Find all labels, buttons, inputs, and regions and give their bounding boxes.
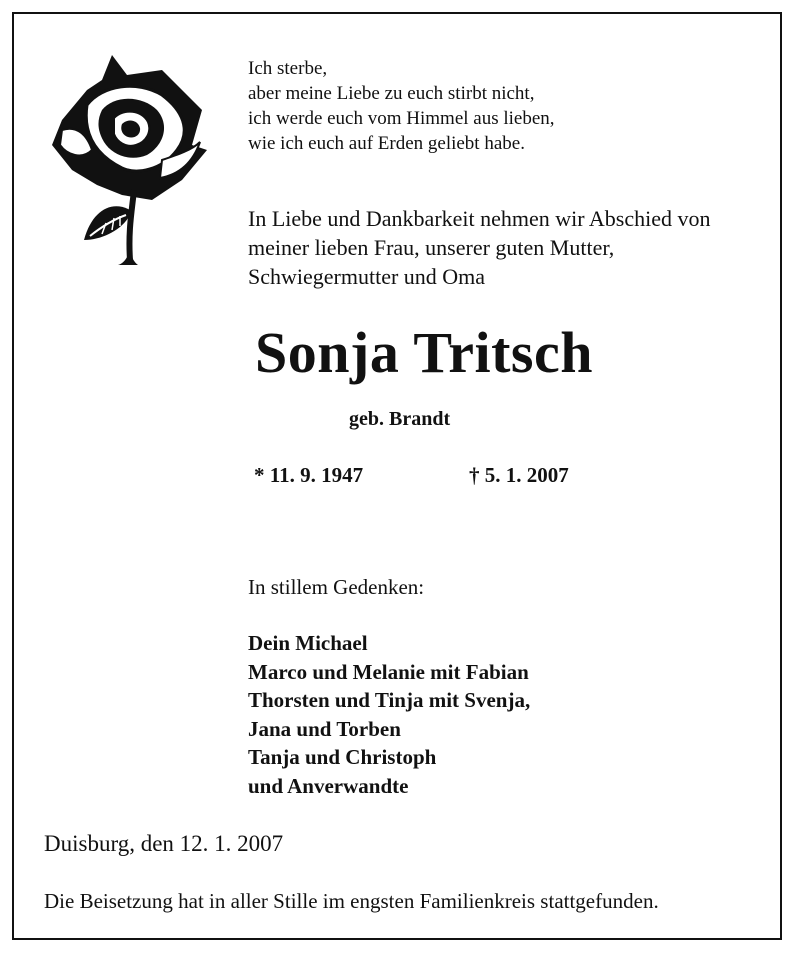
rose-icon (42, 50, 212, 270)
family-member: Dein Michael (248, 631, 368, 655)
family-member: und Anverwandte (248, 773, 409, 798)
obituary-notice (12, 12, 782, 940)
burial-notice: Die Beisetzung hat in aller Stille im engsten Familienkreis stattgefunden. (44, 889, 659, 913)
deceased-name: Sonja Tritsch (255, 320, 593, 385)
farewell-line: meiner lieben Frau, unserer guten Mutter, (248, 235, 615, 260)
birth-name: geb. Brandt (349, 408, 451, 430)
family-member: Jana und Torben (248, 716, 401, 741)
family-member: Tanja und Christoph (248, 745, 437, 769)
family-list (248, 629, 530, 800)
poem (248, 56, 555, 156)
farewell-line: In Liebe und Dankbarkeit nehmen wir Abschied von (248, 206, 711, 231)
memory-label: In stillem Gedenken: (248, 575, 425, 599)
poem-line: ich werde euch vom Himmel aus lieben, (248, 108, 555, 129)
poem-line: aber meine Liebe zu euch stirbt nicht, (248, 83, 535, 104)
place-date: Duisburg, den 12. 1. 2007 (44, 831, 284, 856)
family-member: Marco und Melanie mit Fabian (248, 659, 529, 684)
birth-date: * 11. 9. 1947 (254, 463, 364, 487)
poem-line: Ich sterbe, (248, 58, 328, 79)
farewell-text (248, 204, 788, 291)
poem-line: wie ich euch auf Erden geliebt habe. (248, 133, 525, 154)
death-date: † 5. 1. 2007 (469, 463, 569, 487)
farewell-line: Schwiegermutter und Oma (248, 264, 486, 289)
family-member: Thorsten und Tinja mit Svenja, (248, 688, 531, 712)
